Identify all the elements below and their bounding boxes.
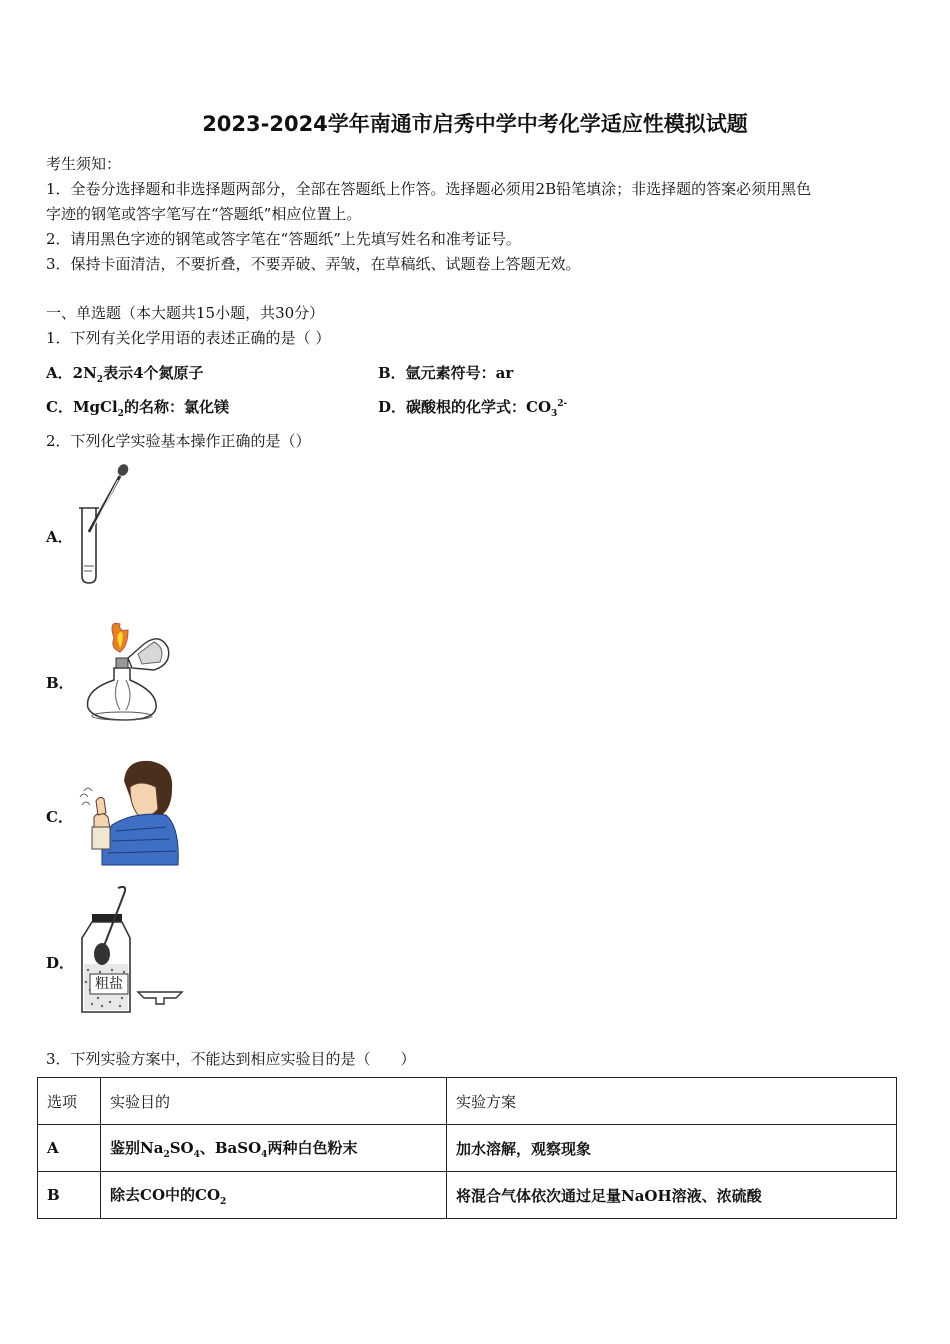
row-b-option: B (38, 1172, 101, 1219)
salt-label: 粗盐 (95, 976, 123, 992)
table-row (38, 1125, 897, 1172)
header-option: 选项 (38, 1078, 101, 1125)
header-plan: 实验方案 (447, 1078, 897, 1125)
q2-option-d-label: D． (46, 954, 75, 972)
row-b-plan: 将混合气体依次通过足量NaOH溶液、浓硫酸 (447, 1172, 897, 1219)
q3-stem: 3．下列实验方案中，不能达到相应实验目的是（ ） (46, 1050, 416, 1068)
q1-option-a: A．$2N_2$表示4个氮原子 (46, 364, 204, 385)
row-a-option: A (38, 1125, 101, 1172)
notice-line-2: 字迹的钢笔或答字笔写在“答题纸”相应位置上。 (46, 205, 362, 223)
section-heading: 一、单选题（本大题共15小题，共30分） (46, 304, 325, 322)
q2-option-b-label: B． (46, 674, 74, 692)
notice-line-4: 3．保持卡面清洁，不要折叠，不要弄破、弄皱，在草稿纸、试题卷上答题无效。 (46, 255, 581, 273)
q2-stem: 2．下列化学实验基本操作正确的是（） (46, 432, 311, 450)
q1-stem: 1．下列有关化学用语的表述正确的是（ ） (46, 329, 331, 347)
smell-gas-figure (72, 757, 182, 869)
header-purpose: 实验目的 (101, 1078, 447, 1125)
table-header-row (38, 1078, 897, 1125)
page-title: 2023-2024学年南通市启秀中学中考化学适应性模拟试题 (202, 112, 748, 136)
coarse-salt-jar-figure (72, 886, 190, 1018)
experiment-table (37, 1077, 897, 1219)
notice-line-1: 1．全卷分选择题和非选择题两部分，全部在答题纸上作答。选择题必须用2B铅笔填涂；非选择题的答案必须用黑色 (46, 180, 812, 198)
row-b-purpose: 除去CO中的$CO_2$ (101, 1172, 447, 1219)
row-a-plan: 加水溶解，观察现象 (447, 1125, 897, 1172)
dropper-test-tube-figure (72, 462, 142, 587)
table-row (38, 1172, 897, 1219)
q1-option-c: C．MgCl$_2$的名称：氯化镁 (46, 398, 229, 419)
q2-option-c-label: C． (46, 808, 73, 826)
alcohol-lamp-figure (72, 618, 177, 726)
q2-option-a-label: A． (46, 528, 73, 546)
q1-option-d: D．碳酸根的化学式：$CO_3^{2-}$ (378, 398, 568, 419)
q1-option-b: B．氩元素符号：ar (378, 364, 514, 382)
row-a-purpose: 鉴别$Na_2SO_4$、BaSO$_4$两种白色粉末 (101, 1125, 447, 1172)
notice-line-3: 2．请用黑色字迹的钢笔或答字笔在“答题纸”上先填写姓名和准考证号。 (46, 230, 521, 248)
notice-heading: 考生须知： (46, 155, 122, 173)
